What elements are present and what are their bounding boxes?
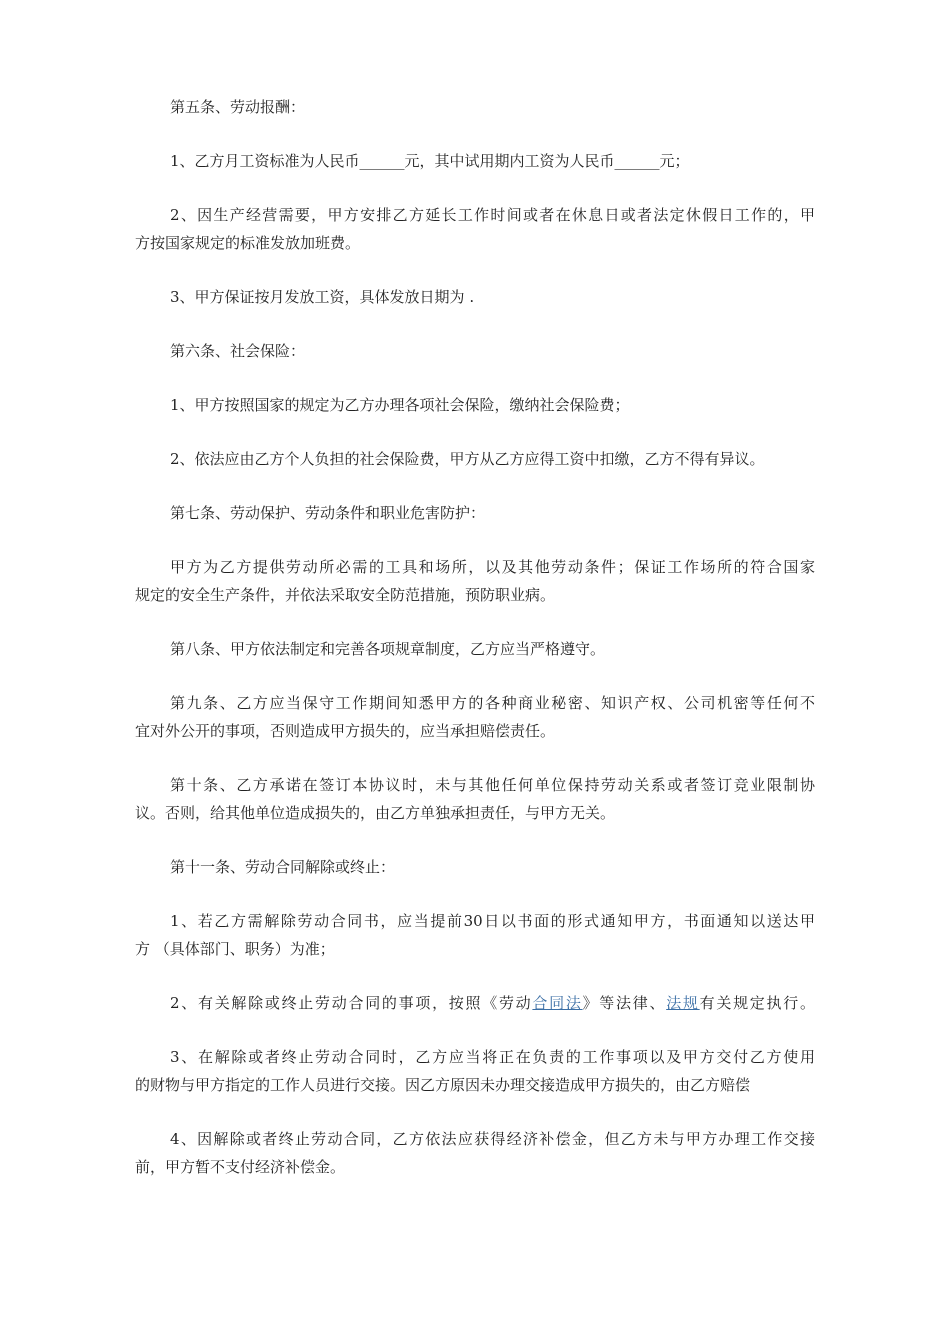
paragraph-line: 第十条、乙方承诺在签订本协议时，未与其他任何单位保持劳动关系或者签订竞业限制协 <box>170 776 815 794</box>
paragraph <box>135 337 815 365</box>
paragraph-line: 甲方为乙方提供劳动所必需的工具和场所，以及其他劳动条件；保证工作场所的符合国家 <box>170 558 815 576</box>
paragraph-line: 的财物与甲方指定的工作人员进行交接。因乙方原因未办理交接造成甲方损失的，由乙方赔偿 <box>135 1076 751 1094</box>
clauses-section-after <box>135 1043 815 1181</box>
paragraph-line: 2、因生产经营需要，甲方安排乙方延长工作时间或者在休息日或者法定休假日工作的，甲 <box>170 206 815 224</box>
paragraph-line: 第九条、乙方应当保守工作期间知悉甲方的各种商业秘密、知识产权、公司机密等任何不 <box>170 694 815 712</box>
paragraph <box>135 853 815 881</box>
paragraph <box>135 1043 815 1099</box>
paragraph-line: 议。否则，给其他单位造成损失的，由乙方单独承担责任，与甲方无关。 <box>135 804 616 822</box>
paragraph <box>135 689 815 745</box>
paragraph <box>135 635 815 663</box>
paragraph-line: 2、依法应由乙方个人负担的社会保险费，甲方从乙方应得工资中扣缴，乙方不得有异议。 <box>170 450 765 468</box>
document-body <box>135 93 815 1207</box>
paragraph-line: 方 （具体部门、职务）为准； <box>135 940 335 958</box>
paragraph-line: 第五条、劳动报酬： <box>170 98 306 116</box>
paragraph-line: 3、甲方保证按月发放工资，具体发放日期为 . <box>170 288 475 306</box>
paragraph-line: 4、因解除或者终止劳动合同，乙方依法应获得经济补偿金，但乙方未与甲方办理工作交接 <box>170 1130 815 1148</box>
paragraph-line: 第八条、甲方依法制定和完善各项规章制度，乙方应当严格遵守。 <box>170 640 606 658</box>
paragraph-line: 1、若乙方需解除劳动合同书，应当提前30日以书面的形式通知甲方，书面通知以送达甲 <box>170 912 815 930</box>
link-contract-law[interactable]: 合同法 <box>532 994 583 1012</box>
paragraph <box>135 391 815 419</box>
paragraph <box>135 771 815 827</box>
paragraph-line: 1、甲方按照国家的规定为乙方办理各项社会保险，缴纳社会保险费； <box>170 396 630 414</box>
paragraph <box>135 907 815 963</box>
paragraph <box>135 1125 815 1181</box>
paragraph <box>135 201 815 257</box>
text: 》等法律、 <box>582 994 667 1012</box>
text: 有关规定执行。 <box>699 994 815 1012</box>
paragraph-line: 第六条、社会保险： <box>170 342 306 360</box>
text: 2、有关解除或终止劳动合同的事项，按照《劳动 <box>170 994 533 1012</box>
paragraph-line: 前，甲方暂不支付经济补偿金。 <box>135 1158 346 1176</box>
link-regulations[interactable]: 法规 <box>666 994 700 1012</box>
paragraph-line: 第十一条、劳动合同解除或终止： <box>170 858 396 876</box>
paragraph-line: 宜对外公开的事项，否则造成甲方损失的，应当承担赔偿责任。 <box>135 722 556 740</box>
paragraph-line: 规定的安全生产条件，并依法采取安全防范措施，预防职业病。 <box>135 586 556 604</box>
paragraph-line: 1、乙方月工资标准为人民币______元，其中试用期内工资为人民币______元； <box>170 152 690 170</box>
paragraph <box>135 147 815 175</box>
paragraph <box>135 445 815 473</box>
paragraph <box>135 283 815 311</box>
paragraph-line: 第七条、劳动保护、劳动条件和职业危害防护： <box>170 504 486 522</box>
paragraph <box>135 499 815 527</box>
paragraph-law-reference <box>135 989 815 1017</box>
paragraph-line <box>135 989 815 1017</box>
paragraph <box>135 93 815 121</box>
paragraph-line: 方按国家规定的标准发放加班费。 <box>135 234 361 252</box>
clauses-section <box>135 93 815 963</box>
paragraph-line: 3、在解除或者终止劳动合同时，乙方应当将正在负责的工作事项以及甲方交付乙方使用 <box>170 1048 815 1066</box>
paragraph <box>135 553 815 609</box>
